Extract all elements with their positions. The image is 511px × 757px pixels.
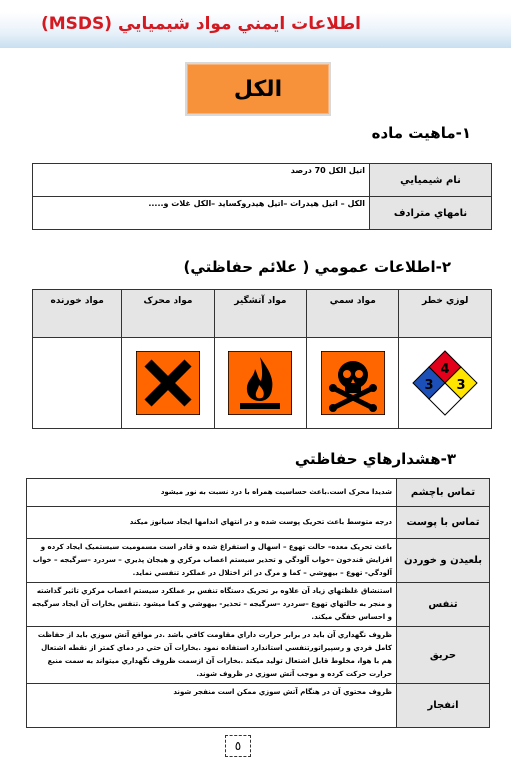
row-label: تماس باچشم (397, 479, 490, 507)
row-label: نامهاي مترادف (370, 197, 492, 230)
header-flammable: مواد آتشگير (214, 290, 306, 338)
table-row (33, 197, 492, 230)
hazard-symbols-table (32, 289, 492, 429)
page-title: اطلاعات ايمني مواد شيميايي (MSDS) (40, 14, 361, 34)
table-row (27, 539, 490, 583)
irritant-cell (122, 338, 214, 429)
row-label: نام شيميايي (370, 164, 492, 197)
header-corrosive: مواد خورنده (33, 290, 122, 338)
row-value: اتيل الكل 70 درصد (33, 164, 370, 197)
table-row (33, 290, 492, 338)
table-row (27, 684, 490, 728)
row-value: درجه متوسط باعث تحريک پوست شده و در انتهاي اندامها ايجاد سيانوز ميکند (27, 507, 397, 539)
x-cross-icon (136, 351, 200, 415)
header-irritant: مواد محرک (122, 290, 214, 338)
nfpa-reactivity: 3 (456, 378, 466, 393)
corrosive-cell (33, 338, 122, 429)
table-row (27, 627, 490, 684)
material-name-box (185, 62, 331, 116)
table-row (27, 583, 490, 627)
row-label: بلعيدن و خوردن (397, 539, 490, 583)
header-toxic: مواد سمي (307, 290, 399, 338)
nfpa-flammability: 4 (440, 362, 450, 377)
skull-crossbones-icon (321, 351, 385, 415)
section2-title: ۲-اطلاعات عمومي ( علائم حفاظتي) (183, 258, 451, 276)
flammable-cell (214, 338, 306, 429)
row-label: انفجار (397, 684, 490, 728)
warnings-table (26, 478, 490, 728)
table-row (33, 338, 492, 429)
flame-icon (228, 351, 292, 415)
table-row (27, 507, 490, 539)
row-value: باعث تحريک معده– حالت تهوع – اسهال و استفراغ شده و قادر است مسموميت سيستميک ايجاد کرده و افزايش قندخون –خواب آلودگي و تحذير سيستم اعصاب مرکزي و هيجان پذيري – سردرد –سرگيجه – خواب آلودگي- تهوع – بيهوشي – کما و مرگ در اثر اختلال در عملکرد تنفسي نمايد. (27, 539, 397, 583)
row-value: شديدا محرک است.باعث حساسيت همراه با درد نسبت به نور ميشود (27, 479, 397, 507)
table-row (27, 479, 490, 507)
toxic-cell (307, 338, 399, 429)
row-label: تنفس (397, 583, 490, 627)
row-value: الكل – اتيل هيدرات –اتيل هيدروكسايد –الكل غلات و..... (33, 197, 370, 230)
row-value: ظروف محتوي آن در هنگام آتش سوزي ممکن است منفجر شوند (27, 684, 397, 728)
section3-title: ۳-هشدارهاي حفاظتي (294, 450, 456, 468)
row-label: تماس با پوست (397, 507, 490, 539)
nfpa-cell (399, 338, 492, 429)
identity-table (32, 163, 492, 230)
row-value: ظروف نگهداري آن بايد در برابر حرارت داراي مقاومت کافي باشد .در مواقع آتش سوزي بايد از حفاظت کامل فردي و رسپيراتورتنفسي استاندارد استفاده نمود .بخارات آن حتي در دماي کمتر از نقطه اشتعال هم با هوا، مخلوط قابل اشتعال توليد ميکند .بخارات آن ازسمت ظروف نگهداري ميتواند به سمت منبع حرارت حرکت کرده و موجب آتش سوزي در ظروف شوند. (27, 627, 397, 684)
page-number: ٥ (225, 735, 251, 757)
material-name: الكل (233, 76, 283, 102)
nfpa-health: 3 (424, 378, 434, 393)
row-label: حريق (397, 627, 490, 684)
header-nfpa: لوزي خطر (399, 290, 492, 338)
section1-title: ۱-ماهيت ماده (371, 124, 471, 142)
table-row (33, 164, 492, 197)
row-value: استنشاق غلظتهاي زياد آن علاوه بر تحريک دستگاه تنفس بر عملکرد سيستم اعصاب مرکزي تاثير گذاشته و منجر به حالتهاي تهوع –سردرد –سرگيجه – تحذير- بيهوشي و کما ميشود .تنفس بخارات آن ايجاد سرگيجه و احساس خفگي ميکند. (27, 583, 397, 627)
nfpa-diamond-icon (412, 350, 478, 416)
